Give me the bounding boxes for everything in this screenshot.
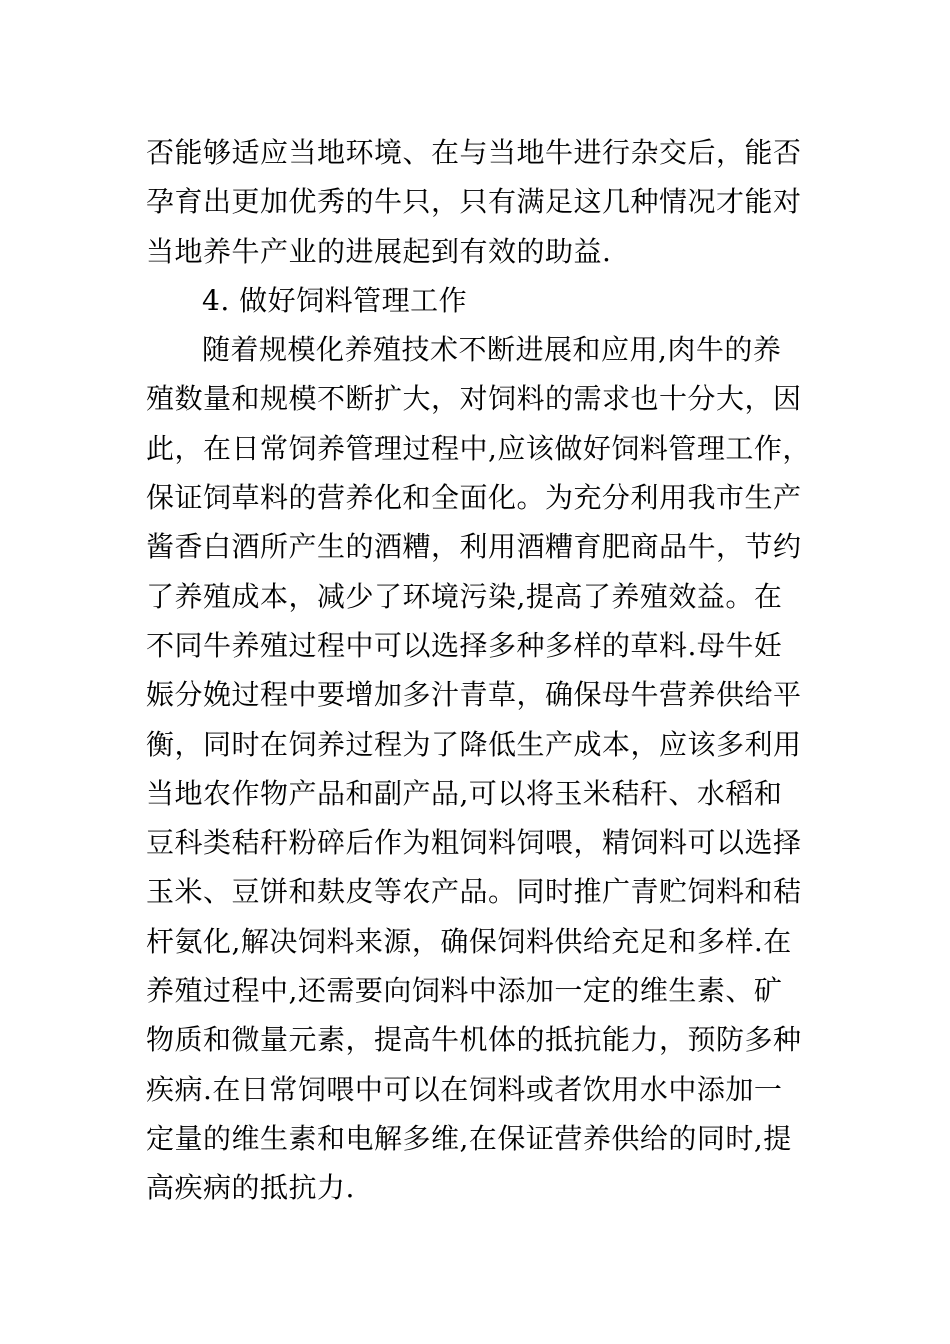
document-body	[146, 128, 810, 1213]
text-line: 了养殖成本，减少了环境污染,提高了养殖效益。在	[146, 579, 783, 613]
text-line: 当地农作物产品和副产品,可以将玉米秸秆、水稻和	[146, 776, 783, 810]
section-heading: 4. 做好饲料管理工作	[202, 283, 468, 317]
text-line: 殖数量和规模不断扩大，对饲料的需求也十分大，因	[146, 382, 802, 416]
text-line: 此，在日常饲养管理过程中,应该做好饲料管理工作，	[146, 431, 811, 465]
text-line: 否能够适应当地环境、在与当地牛进行杂交后，能否	[146, 136, 802, 169]
text-line: 不同牛养殖过程中可以选择多种多样的草料.母牛妊	[146, 628, 783, 662]
text-line: 养殖过程中,还需要向饲料中添加一定的维生素、矿	[146, 974, 783, 1008]
text-line: 物质和微量元素，提高牛机体的抵抗能力，预防多种	[146, 1023, 802, 1057]
text-line: 当地养牛产业的进展起到有效的助益.	[146, 234, 612, 268]
text-line: 酱香白酒所产生的酒糟，利用酒糟育肥商品牛，节约	[146, 530, 802, 564]
text-line: 杆氨化,解决饲料来源，确保饲料供给充足和多样.在	[146, 924, 792, 958]
text-line: 保证饲草料的营养化和全面化。为充分利用我市生产	[146, 481, 802, 515]
paragraph-first-line: 随着规模化养殖技术不断进展和应用,肉牛的养	[202, 333, 782, 367]
text-line: 衡，同时在饲养过程为了降低生产成本，应该多利用	[146, 727, 802, 761]
text-line: 娠分娩过程中要增加多汁青草，确保母牛营养供给平	[146, 678, 802, 712]
text-line: 玉米、豆饼和麸皮等农产品。同时推广青贮饲料和秸	[146, 875, 802, 909]
text-line: 定量的维生素和电解多维,在保证营养供给的同时,提	[146, 1121, 792, 1155]
text-line: 疾病.在日常饲喂中可以在饲料或者饮用水中添加一	[146, 1072, 783, 1106]
text-line: 孕育出更加优秀的牛只，只有满足这几种情况才能对	[146, 185, 802, 219]
text-line: 高疾病的抵抗力.	[146, 1171, 355, 1205]
text-line: 豆科类秸秆粉碎后作为粗饲料饲喂，精饲料可以选择	[146, 826, 802, 860]
